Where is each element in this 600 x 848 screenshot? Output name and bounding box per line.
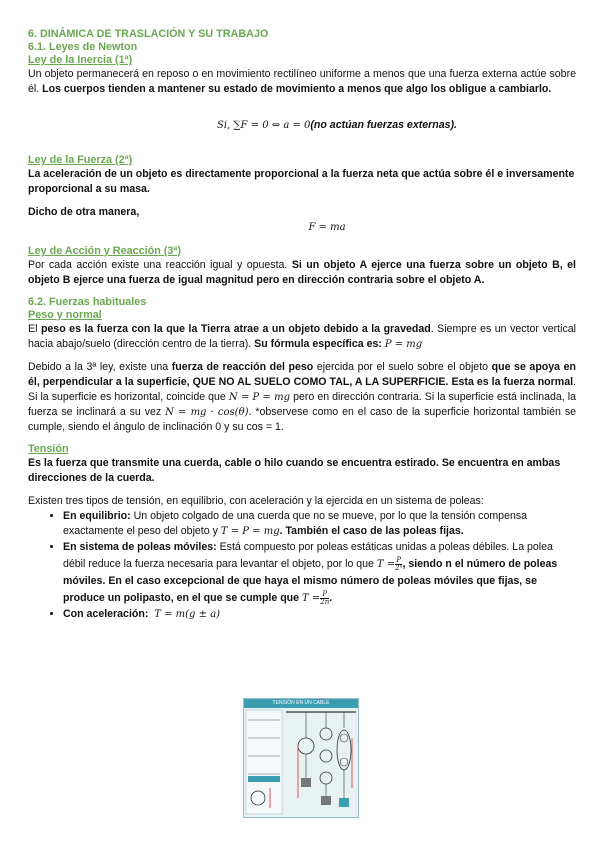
- fraction-p-over-2n: $\frac{P}{2n}$: [320, 589, 330, 606]
- figure-title: TENSIÓN EN UN CABLE: [244, 699, 358, 708]
- weight-title: Peso y normal: [28, 309, 102, 321]
- tension-diagram-image: [243, 698, 359, 818]
- law2-title: Ley de la Fuerza (2ª): [28, 154, 133, 166]
- fraction-p-over-2n-power: $\frac{P}{\text{2ⁿ}}$: [395, 555, 403, 572]
- tension-title: Tensión: [28, 443, 69, 455]
- pulley-diagram-graphic: [244, 708, 358, 817]
- weight-paragraph-1: El peso es la fuerza con la que la Tierra atrae a un objeto debido a la gravedad. Siempre es un vector vertical hacia abajo/suelo (dirección centro de la tierra). Su fórmula específica es: P = mg: [28, 323, 576, 350]
- document-page: [28, 28, 576, 622]
- tension-bullet-equilibrium: • En equilibrio: Un objeto colgado de una cuerda que no se mueve, por lo que la tensión compensa exactamente el peso del objeto y T = P = mg. También el caso de las poleas fijas.: [63, 509, 576, 539]
- law3-text: Por cada acción existe una reacción igual y opuesta. Si un objeto A ejerce una fuerza sobre un objeto B, el objeto B ejerce una fuerza de igual magnitud pero en dirección contraria sobre el objeto A.: [28, 259, 576, 286]
- law1-title: Ley de la Inercia (1ª): [28, 54, 133, 66]
- forces-heading: 6.2. Fuerzas habituales: [28, 296, 147, 308]
- tension-definition: Es la fuerza que transmite una cuerda, cable o hilo cuando se encuentra estirado. Se encuentra en ambas direcciones de la cuerda.: [28, 457, 561, 484]
- tension-bullet-pulleys: • En sistema de poleas móviles: Está compuesto por poleas estáticas unidas a poleas débiles. La polea débil reduce la fuerza necesaria para levantar el objeto, por lo que T = $\frac{P}{\text{2ⁿ}}$ , siendo n el número de poleas móviles. En el caso excepcional de que haya el mismo número de poleas móviles que fijas, se produce un polipasto, en el que se cumple que T = $\frac{P}{2n}$ .: [63, 539, 576, 607]
- tension-intro: Existen tres tipos de tensión, en equilibrio, con aceleración y la ejercida en un sistema de poleas:: [28, 495, 484, 507]
- law2-other: Dicho de otra manera,: [28, 206, 140, 218]
- law2-text: La aceleración de un objeto es directamente proporcional a la fuerza neta que actúa sobre él e inversamente proporcional a su masa.: [28, 168, 575, 195]
- law3-title: Ley de Acción y Reacción (3ª): [28, 245, 182, 257]
- law1-formula: Si, ∑F = 0 ⇔ a = 0(no actúan fuerzas externas).: [217, 119, 457, 131]
- law2-formula: F = ma: [308, 222, 346, 233]
- weight-paragraph-2: Debido a la 3ª ley, existe una fuerza de reacción del peso ejercida por el suelo sobre el objeto que se apoya en él, perpendicular a la superficie, QUE NO AL SUELO COMO TAL, A LA SUPERFICIE. Esta es la fuerza normal. Si la superficie es horizontal, coincide que N = P = mg pero en dirección contraria. Si la superficie está inclinada, la fuerza se inclinará a su vez N = mg · cos(θ). *observese como en el caso de la superficie horizontal también se cumple, siendo el ángulo de inclinación 0 y su cos = 1.: [28, 361, 577, 433]
- law1-text: Un objeto permanecerá en reposo o en movimiento rectilíneo uniforme a menos que una fuerza externa actúe sobre él. Los cuerpos tienden a mantener su estado de movimiento a menos que algo los obligue a cambiarlo.: [28, 68, 576, 95]
- main-heading: 6. DINÁMICA DE TRASLACIÓN Y SU TRABAJO: [28, 28, 269, 40]
- tension-list: [28, 509, 576, 622]
- tension-bullet-acceleration: • Con aceleración: T = m(g ± a): [63, 607, 576, 622]
- newton-heading: 6.1. Leyes de Newton: [28, 41, 138, 53]
